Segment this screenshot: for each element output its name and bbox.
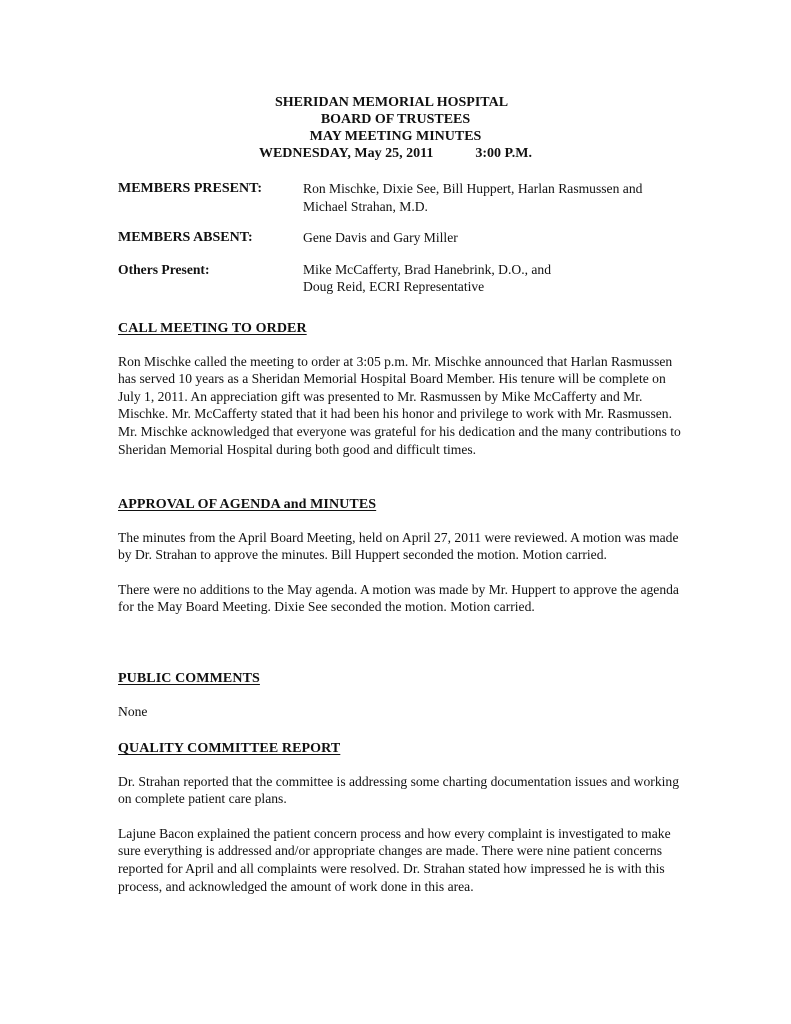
section-paragraph: Lajune Bacon explained the patient concern process and how every complaint is investigated to make sure everything is addressed and/or appropriate changes are made. There were nine patient concerns reported for April and all complaints were resolved. Dr. Strahan stated how impressed he is with this process, and acknowledged the amount of work done in this area.: [118, 825, 671, 894]
section-paragraph: None: [118, 703, 148, 719]
others-present-value: [303, 261, 678, 296]
section-heading: QUALITY COMMITTEE REPORT: [118, 741, 341, 756]
section-paragraph: Dr. Strahan reported that the committee is addressing some charting documentation issues and working on complete patient care plans.: [118, 773, 679, 807]
section-heading: APPROVAL OF AGENDA and MINUTES: [118, 497, 377, 512]
members-present-value: [303, 180, 678, 215]
meeting-date: WEDNESDAY, May 25, 2011: [258, 146, 434, 161]
others-present-line-1: Mike McCafferty, Brad Hanebrink, D.O., and: [303, 261, 552, 277]
document-header: [0, 94, 791, 162]
members-present-line-1: Ron Mischke, Dixie See, Bill Huppert, Harlan Rasmussen and: [303, 181, 643, 196]
members-present-row: [118, 180, 678, 215]
others-present-label: Others Present:: [118, 261, 210, 277]
attendance-block: [118, 180, 678, 310]
members-absent-row: [118, 229, 678, 247]
organization-name: SHERIDAN MEMORIAL HOSPITAL: [274, 95, 509, 110]
document-title: MAY MEETING MINUTES: [309, 129, 482, 144]
members-absent-value: [303, 229, 678, 247]
members-absent-label: MEMBERS ABSENT:: [118, 230, 253, 246]
section-heading: PUBLIC COMMENTS: [118, 671, 260, 686]
meeting-time: 3:00 P.M.: [475, 146, 533, 161]
section-paragraph: The minutes from the April Board Meeting, held on April 27, 2011 were reviewed. A motion was made by Dr. Strahan to approve the minutes. Bill Huppert seconded the motion. Motion carried.: [118, 529, 679, 563]
members-present-line-2: Michael Strahan, M.D.: [303, 198, 428, 214]
section-paragraph: Ron Mischke called the meeting to order at 3:05 p.m. Mr. Mischke announced that Harlan Rasmussen has served 10 years as a Sheridan Memorial Hospital Board Member. His tenure will be complete on July 1, 2011. An appreciation gift was presented to Mr. Rasmussen by Mike McCafferty and Mr. Mischke. Mr. McCafferty stated that it had been his honor and privilege to work with Mr. Rasmussen. Mr. Mischke acknowledged that everyone was grateful for his dedication and the many contributions to Sheridan Memorial Hospital during both good and difficult times.: [118, 353, 681, 457]
others-present-row: [118, 261, 678, 296]
board-name: BOARD OF TRUSTEES: [320, 112, 471, 127]
section-call-to-order: [118, 320, 688, 458]
section-approval: [118, 496, 688, 616]
members-present-label: MEMBERS PRESENT:: [118, 181, 263, 196]
section-heading: CALL MEETING TO ORDER: [118, 321, 307, 336]
meeting-dateline: [0, 145, 791, 162]
others-present-line-2: Doug Reid, ECRI Representative: [303, 279, 485, 295]
section-paragraph: There were no additions to the May agenda. A motion was made by Mr. Huppert to approve the agenda for the May Board Meeting. Dixie See seconded the motion. Motion carried.: [118, 581, 679, 615]
members-absent-line-1: Gene Davis and Gary Miller: [303, 230, 458, 246]
section-public-comments: [118, 670, 688, 720]
section-quality-committee: [118, 740, 688, 895]
